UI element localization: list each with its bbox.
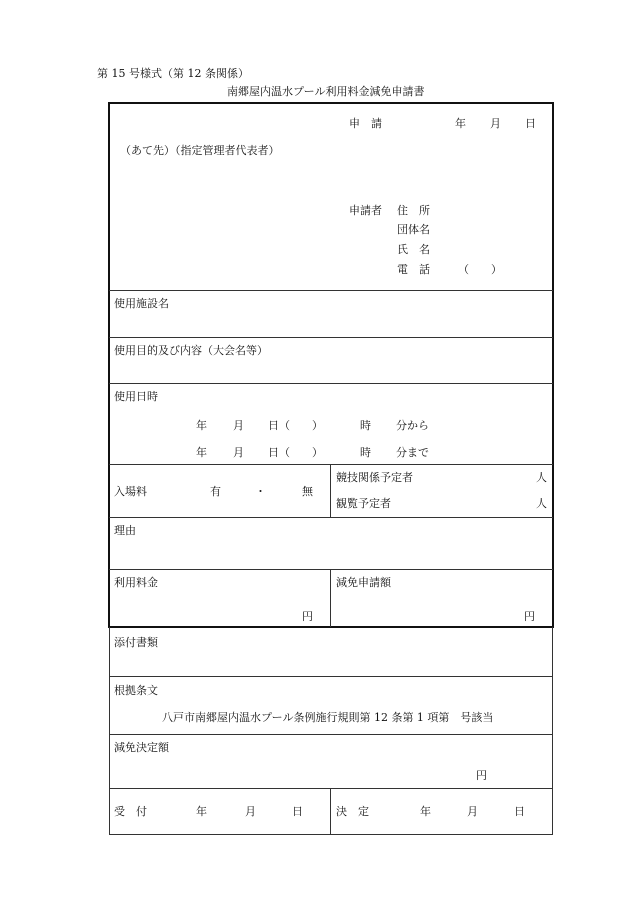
purpose-label: 使用目的及び内容（大会名等） bbox=[114, 344, 268, 357]
time-from: 分から bbox=[396, 419, 429, 432]
admission-no: 無 bbox=[302, 485, 313, 498]
received-day: 日 bbox=[292, 805, 303, 818]
date-year-1: 年 bbox=[196, 419, 207, 432]
apply-month: 月 bbox=[490, 117, 501, 130]
time-hour-2: 時 bbox=[360, 446, 371, 459]
name-label: 氏 名 bbox=[397, 243, 430, 256]
date-year-2: 年 bbox=[196, 446, 207, 459]
admission-yes: 有 bbox=[210, 485, 221, 498]
facility-label: 使用施設名 bbox=[114, 297, 169, 310]
address-label: 住 所 bbox=[397, 204, 430, 217]
decision-month: 月 bbox=[467, 805, 478, 818]
exemption-yen: 円 bbox=[524, 610, 535, 623]
received-year: 年 bbox=[196, 805, 207, 818]
apply-year: 年 bbox=[455, 117, 466, 130]
basis-text: 八戸市南郷屋内温水プール条例施行規則第 12 条第 1 項第 号該当 bbox=[162, 711, 494, 724]
apply-label: 申 請 bbox=[349, 117, 382, 130]
office-box bbox=[109, 627, 553, 835]
phone-parens: （ ） bbox=[458, 263, 502, 276]
group-label: 団体名 bbox=[397, 223, 430, 236]
basis-label: 根拠条文 bbox=[114, 684, 158, 697]
time-to: 分まで bbox=[396, 446, 429, 459]
date-day-2: 日（ ） bbox=[268, 446, 323, 459]
date-month-1: 月 bbox=[233, 419, 244, 432]
application-box bbox=[108, 102, 554, 628]
date-day-1: 日（ ） bbox=[268, 419, 323, 432]
applicant-label: 申請者 bbox=[349, 204, 382, 217]
decision-amount-yen: 円 bbox=[476, 769, 487, 782]
addressee: （あて先）（指定管理者代表者） bbox=[120, 144, 280, 157]
decision-label: 決 定 bbox=[336, 805, 369, 818]
page-title: 南郷屋内温水プール利用料金減免申請書 bbox=[227, 85, 425, 98]
apply-day: 日 bbox=[525, 117, 536, 130]
form-number: 第 15 号様式（第 12 条関係） bbox=[97, 67, 249, 80]
attachments-label: 添付書類 bbox=[114, 636, 158, 649]
datetime-label: 使用日時 bbox=[114, 390, 158, 403]
received-label: 受 付 bbox=[114, 805, 147, 818]
phone-label: 電 話 bbox=[397, 263, 430, 276]
admission-dot: ・ bbox=[255, 485, 266, 498]
spectators-label: 観覧予定者 bbox=[336, 497, 391, 510]
admission-label: 入場料 bbox=[114, 485, 147, 498]
spectators-unit: 人 bbox=[536, 497, 547, 510]
received-month: 月 bbox=[245, 805, 256, 818]
fee-label: 利用料金 bbox=[114, 576, 158, 589]
decision-year: 年 bbox=[420, 805, 431, 818]
reason-label: 理由 bbox=[114, 524, 136, 537]
competitors-label: 競技関係予定者 bbox=[336, 471, 413, 484]
competitors-unit: 人 bbox=[536, 471, 547, 484]
decision-amount-label: 減免決定額 bbox=[114, 741, 169, 754]
exemption-label: 減免申請額 bbox=[336, 576, 391, 589]
date-month-2: 月 bbox=[233, 446, 244, 459]
decision-day: 日 bbox=[514, 805, 525, 818]
fee-yen: 円 bbox=[302, 610, 313, 623]
time-hour-1: 時 bbox=[360, 419, 371, 432]
